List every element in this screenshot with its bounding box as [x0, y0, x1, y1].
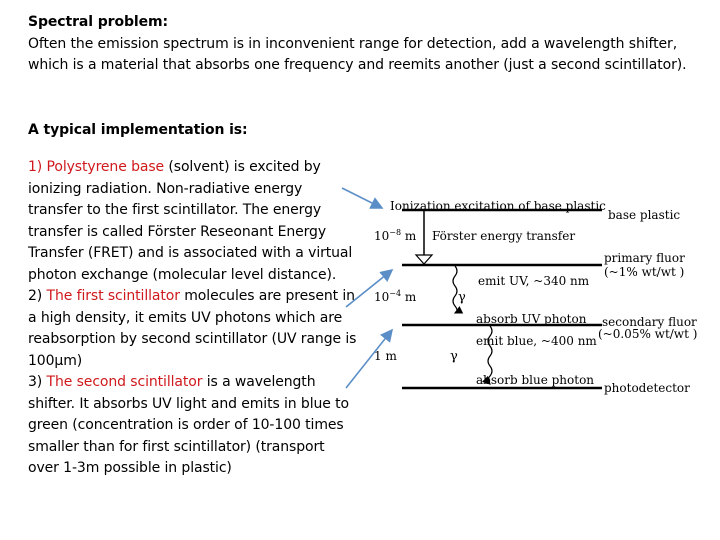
step-2	[28, 286, 358, 372]
step-text: molecules are present in a high density, it emits UV photons which are reabsorption by second scintillator (UV range is 100µm)	[28, 288, 357, 369]
typical-implementation-heading: A typical implementation is:	[28, 122, 248, 138]
step-highlight: Polystyrene base	[42, 159, 165, 175]
right-label-secondary-fluor: secondary fluor	[602, 315, 697, 329]
step-number: 3)	[28, 374, 43, 390]
level-text-base: Ionization excitation of base plastic	[390, 199, 606, 213]
level-text-absorb-blue: absorb blue photon	[476, 373, 595, 387]
right-label-primary-fluor: primary fluor	[604, 251, 685, 265]
step-highlight: The first scintillator	[42, 288, 180, 304]
intro-body: Often the emission spectrum is in inconvenient range for detection, add a wavelength shifter, which is a material that absorbs one frequency and reemits another (just a second scintillator).	[28, 35, 687, 73]
step-text: (solvent) is excited by ionizing radiation. Non-radiative energy transfer to the first scintillator. The energy transfer is called Förster Reseonant Energy Transfer (FRET) and is associated with a virtual photon exchange (molecular level distance).	[28, 159, 353, 283]
gamma-symbol-blue: γ	[450, 349, 458, 364]
scale-label-1e-8: $10^{-8}$ m	[374, 228, 417, 243]
right-label-base-plastic: base plastic	[608, 208, 681, 222]
scale-label-1m: 1 m	[374, 349, 397, 363]
pointer-arrow-1	[342, 188, 382, 208]
level-text-fret: Förster energy transfer	[432, 229, 576, 243]
right-label-primary-conc: (~1% wt/wt )	[604, 265, 685, 279]
step-number: 2)	[28, 288, 43, 304]
right-label-secondary-conc: (~0.05% wt/wt )	[598, 327, 698, 341]
step-1	[28, 157, 358, 286]
level-text-emit-blue: emit blue, ~400 nm	[476, 334, 597, 348]
step-highlight: The second scintillator	[42, 374, 203, 390]
right-label-photodetector: photodetector	[604, 381, 690, 395]
intro-paragraph	[28, 12, 688, 77]
step-text: is a wavelength shifter. It absorbs UV light and emits in blue to green (concentration is order of 10-100 times smaller than for first scintillator) (transport over 1-3m possible in plastic)	[28, 374, 349, 476]
fret-arrowhead	[416, 255, 432, 264]
gamma-symbol-uv: γ	[458, 290, 466, 305]
steps-list	[28, 157, 358, 480]
level-text-absorb-uv: absorb UV photon	[476, 312, 587, 326]
scintillation-diagram	[340, 180, 720, 410]
uv-photon-wave	[453, 266, 457, 313]
spectral-problem-heading: Spectral problem:	[28, 14, 168, 30]
step-3	[28, 372, 358, 480]
scale-label-1e-4: $10^{-4}$ m	[374, 289, 417, 304]
level-text-emit-uv: emit UV, ~340 nm	[478, 274, 590, 288]
step-number: 1)	[28, 159, 43, 175]
